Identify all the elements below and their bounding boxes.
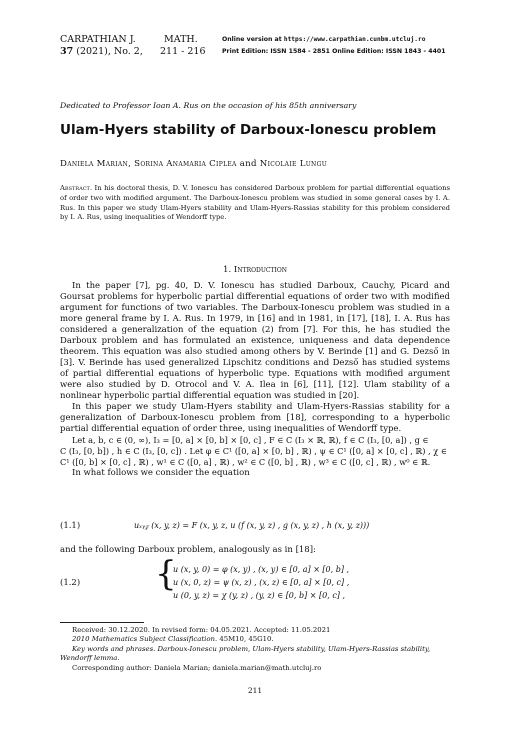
year-issue: (2021), No. 2, xyxy=(73,46,143,57)
author-2: Sorina Anamaria Ciplea xyxy=(134,159,237,169)
corresponding-author: Corresponding author: Daniela Marian; daniela.marian@math.utcluj.ro xyxy=(72,663,322,672)
section-number: 1. xyxy=(222,265,234,275)
equation-line: u (x, 0, z) = ψ (x, z) , (x, z) ∈ [0, a] × [0, c] , xyxy=(173,578,350,587)
paragraph-line: C (I₃, [0, b]) , h ∈ C (I₃, [0, c]) . Let φ ∈ C¹ ([0, a] × [0, b] , ℝ) , ψ ∈ C¹ ([0, a] × [0, c] , ℝ) , χ ∈ xyxy=(60,446,447,456)
paragraph: In what follows we consider the equation xyxy=(72,468,250,478)
paper-title: Ulam-Hyers stability of Darboux-Ionescu problem xyxy=(60,122,437,138)
msc-classification xyxy=(60,635,452,644)
paragraph: and the following Darboux problem, analogously as in [18]: xyxy=(60,545,316,555)
footnote-rule xyxy=(60,622,144,623)
online-label: Online version at xyxy=(222,36,284,43)
paragraph: In this paper we study Ulam-Hyers stability and Ulam-Hyers-Rassias stability for a generalization of Darboux-Ionescu problem from [18], corresponding to a hyperbolic partial differential equation of order three, using inequalities of Wendorff type. xyxy=(60,402,450,434)
equation-1-2 xyxy=(173,563,349,602)
authors xyxy=(60,159,327,169)
msc-codes: 45M10, 45G10. xyxy=(217,635,274,644)
footnotes xyxy=(60,626,452,673)
dedication: Dedicated to Professor Ioan A. Rus on the occasion of his 85th anniversary xyxy=(60,101,357,110)
page-range: 211 - 216 xyxy=(160,46,206,57)
equation-line: u (x, y, 0) = φ (x, y) , (x, y) ∈ [0, a] × [0, b] , xyxy=(173,565,350,574)
keywords xyxy=(60,645,452,664)
abstract-label: Abstract. xyxy=(60,184,93,192)
paragraph: In the paper [7], pg. 40, D. V. Ionescu has studied Darboux, Cauchy, Picard and Goursat problems for hyperbolic partial differential equations of order two with modified argument for functions of two variables. The Darboux-Ionescu problem was studied in a more general frame by I. A. Rus. In 1979, in [16] and in 1981, in [17], [18], I. A. Rus has considered a generalization of the equation (2) from [7]. For this, he has studied the Darboux problem and has formulated an existence, uniqueness and data dependence theorem. This equation was also studied among others by V. Berinde [1] and G. Dezső in [3]. V. Berinde has used generalized Lipschitz conditions and Dezső has studied systems of partial differential equations of hyperbolic type. Equations with modified argument were also studied by D. Otrocol and V. A. Ilea in [6], [11], [12]. Ulam stability of a nonlinear hyperbolic partial differential equation was studied in [20]. xyxy=(60,281,450,401)
received-dates: Received: 30.12.2020. In revised form: 04.05.2021. Accepted: 11.05.2021 xyxy=(72,626,331,634)
issn-info: Print Edition: ISSN 1584 - 2851 Online Edition: ISSN 1843 - 4401 xyxy=(222,48,446,55)
msc-label: 2010 Mathematics Subject Classification. xyxy=(72,635,218,644)
author-separator: and xyxy=(236,159,260,169)
author-3: Nicolaie Lungu xyxy=(259,159,328,169)
keywords-label: Key words and phrases. xyxy=(72,644,156,653)
section-name: Introduction xyxy=(233,265,288,275)
equation-1-1: uₓᵧ𝓏 (x, y, z) = F (x, y, z, u (f (x, y, z) , g (x, y, z) , h (x, y, z))) xyxy=(134,521,370,530)
author-separator: , xyxy=(128,159,135,169)
abstract xyxy=(60,184,450,223)
volume-info xyxy=(60,46,143,58)
page-number: 211 xyxy=(247,686,263,695)
section-heading xyxy=(60,265,450,275)
volume-number: 37 xyxy=(60,46,74,57)
abstract-text: In his doctoral thesis, D. V. Ionescu has considered Darboux problem for partial differential equations of order two with modified argument. The Darboux-Ionescu problem was studied in some general cases by I. A. Rus. In this paper we study Ulam-Hyers stability and Ulam-Hyers-Rassias stability for this problem considered by I. A. Rus, using inequalities of Wendorff type. xyxy=(60,184,450,222)
online-version xyxy=(222,35,425,45)
author-1: Daniela Marian xyxy=(60,159,129,169)
body-text-2 xyxy=(60,545,450,556)
equation-number: (1.2) xyxy=(60,578,81,588)
keywords-text: Darboux-Ionescu problem, Ulam-Hyers stability, Ulam-Hyers-Rassias stability, Wendorff lemma. xyxy=(60,644,431,663)
journal-url-link[interactable]: https://www.carpathian.cunbm.utcluj.ro xyxy=(283,36,426,43)
subject: MATH. xyxy=(164,34,198,45)
left-brace: { xyxy=(155,554,177,594)
equation-line: u (0, y, z) = χ (y, z) , (y, z) ∈ [0, b] × [0, c] , xyxy=(173,591,345,600)
paragraph-line: C¹ ([0, b] × [0, c] , ℝ) , w¹ ∈ C ([0, a] , ℝ) , w² ∈ C ([0, b] , ℝ) , w³ ∈ C ([0, c] , ℝ) , w⁰ ∈ ℝ. xyxy=(60,457,431,467)
equation-number: (1.1) xyxy=(60,521,81,531)
paragraph-line: Let a, b, c ∈ (0, ∞), I₃ = [0, a] × [0, b] × [0, c] , F ∈ C (I₃ × ℝ, ℝ), f ∈ C (I₃, [0, a]) , g ∈ xyxy=(72,435,429,445)
journal-name: CARPATHIAN J. xyxy=(60,34,136,45)
body-text xyxy=(60,281,450,479)
